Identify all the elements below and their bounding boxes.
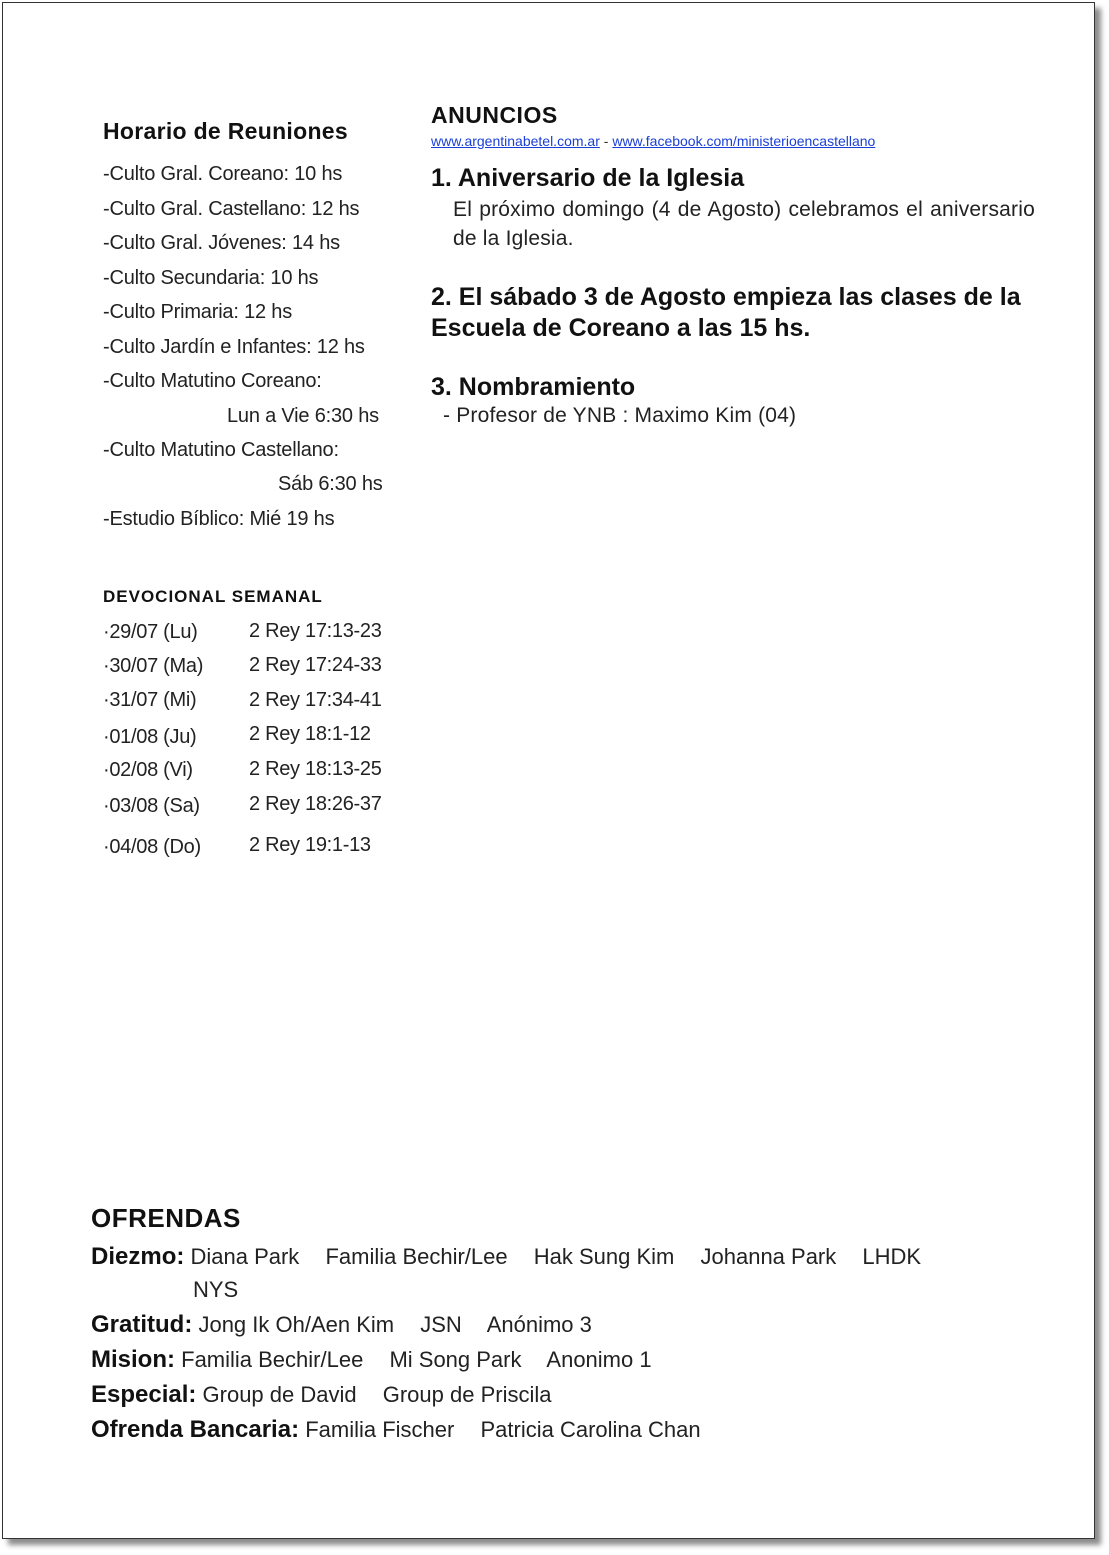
offering-name: JSN [420, 1312, 462, 1337]
announcement-1-heading: 1. Aniversario de la Iglesia [431, 164, 745, 192]
offering-name: Diana Park [190, 1244, 300, 1269]
devotional-reference: 2 Rey 17:34-41 [249, 689, 382, 711]
schedule-item: -Culto Primaria: 12 hs [103, 301, 292, 323]
devotional-date: ·01/08 (Ju) [103, 726, 197, 748]
offering-name: NYS [193, 1277, 239, 1302]
link-separator: - [599, 133, 613, 149]
devotional-title: DEVOCIONAL SEMANAL [103, 587, 323, 606]
offering-name: Group de David [202, 1382, 357, 1407]
offerings-title: OFRENDAS [91, 1203, 241, 1233]
offerings-bancaria-row [91, 1416, 721, 1444]
schedule-item: -Estudio Bíblico: Mié 19 hs [103, 508, 335, 530]
schedule-item: Sáb 6:30 hs [278, 473, 383, 495]
announcements-title: ANUNCIOS [431, 102, 558, 128]
bulletin-page [2, 2, 1095, 1539]
offerings-mision-row [91, 1346, 672, 1374]
offering-name: Anónimo 3 [486, 1312, 592, 1337]
devotional-date: ·29/07 (Lu) [103, 621, 198, 643]
devotional-reference: 2 Rey 17:24-33 [249, 654, 382, 676]
announcement-3-body: - Profesor de YNB : Maximo Kim (04) [443, 404, 797, 427]
devotional-reference: 2 Rey 19:1-13 [249, 834, 371, 856]
announcement-1-body: El próximo domingo (4 de Agosto) celebramos el aniversario de la Iglesia. [453, 198, 1035, 250]
devotional-reference: 2 Rey 17:13-23 [249, 620, 382, 642]
devotional-date: ·02/08 (Vi) [103, 759, 193, 781]
offering-name: Familia Fischer [305, 1417, 455, 1442]
offering-name: Familia Bechir/Lee [325, 1244, 508, 1269]
offering-name: Familia Bechir/Lee [181, 1347, 364, 1372]
offering-name: Patricia Carolina Chan [480, 1417, 701, 1442]
mision-label: Mision: [91, 1346, 175, 1373]
announcement-3-heading: 3. Nombramiento [431, 373, 636, 401]
offering-name: Group de Priscila [382, 1382, 552, 1407]
website-link[interactable]: www.argentinabetel.com.ar [431, 133, 600, 149]
devotional-reference: 2 Rey 18:1-12 [249, 723, 371, 745]
devotional-date: ·03/08 (Sa) [103, 795, 200, 817]
announcements-links [431, 133, 875, 149]
gratitud-label: Gratitud: [91, 1311, 193, 1338]
offerings-gratitud-row [91, 1311, 612, 1339]
offering-name: Mi Song Park [389, 1347, 522, 1372]
offerings-diezmo-row [91, 1243, 941, 1271]
schedule-item: -Culto Matutino Coreano: [103, 370, 322, 392]
schedule-item: Lun a Vie 6:30 hs [227, 405, 379, 427]
schedule-title: Horario de Reuniones [103, 118, 348, 144]
announcement-2-heading: 2. El sábado 3 de Agosto empieza las clases de la Escuela de Coreano a las 15 hs. [431, 283, 1021, 342]
offerings-especial-row [91, 1381, 571, 1409]
offering-name: Anonimo 1 [546, 1347, 652, 1372]
schedule-item: -Culto Gral. Coreano: 10 hs [103, 163, 343, 185]
schedule-item: -Culto Gral. Jóvenes: 14 hs [103, 232, 340, 254]
devotional-date: ·30/07 (Ma) [103, 655, 204, 677]
bancaria-label: Ofrenda Bancaria: [91, 1416, 300, 1443]
schedule-item: -Culto Matutino Castellano: [103, 439, 339, 461]
offering-name: Jong Ik Oh/Aen Kim [198, 1312, 395, 1337]
facebook-link[interactable]: www.facebook.com/ministerioencastellano [612, 133, 876, 149]
schedule-item: -Culto Secundaria: 10 hs [103, 267, 319, 289]
devotional-date: ·31/07 (Mi) [103, 689, 197, 711]
schedule-item: -Culto Gral. Castellano: 12 hs [103, 198, 360, 220]
schedule-item: -Culto Jardín e Infantes: 12 hs [103, 336, 365, 358]
diezmo-label: Diezmo: [91, 1243, 185, 1270]
offering-name: Hak Sung Kim [533, 1244, 675, 1269]
devotional-reference: 2 Rey 18:26-37 [249, 793, 382, 815]
offering-name: Johanna Park [700, 1244, 837, 1269]
devotional-date: ·04/08 (Do) [103, 836, 201, 858]
offering-name: LHDK [862, 1244, 922, 1269]
devotional-reference: 2 Rey 18:13-25 [249, 758, 382, 780]
especial-label: Especial: [91, 1381, 197, 1408]
